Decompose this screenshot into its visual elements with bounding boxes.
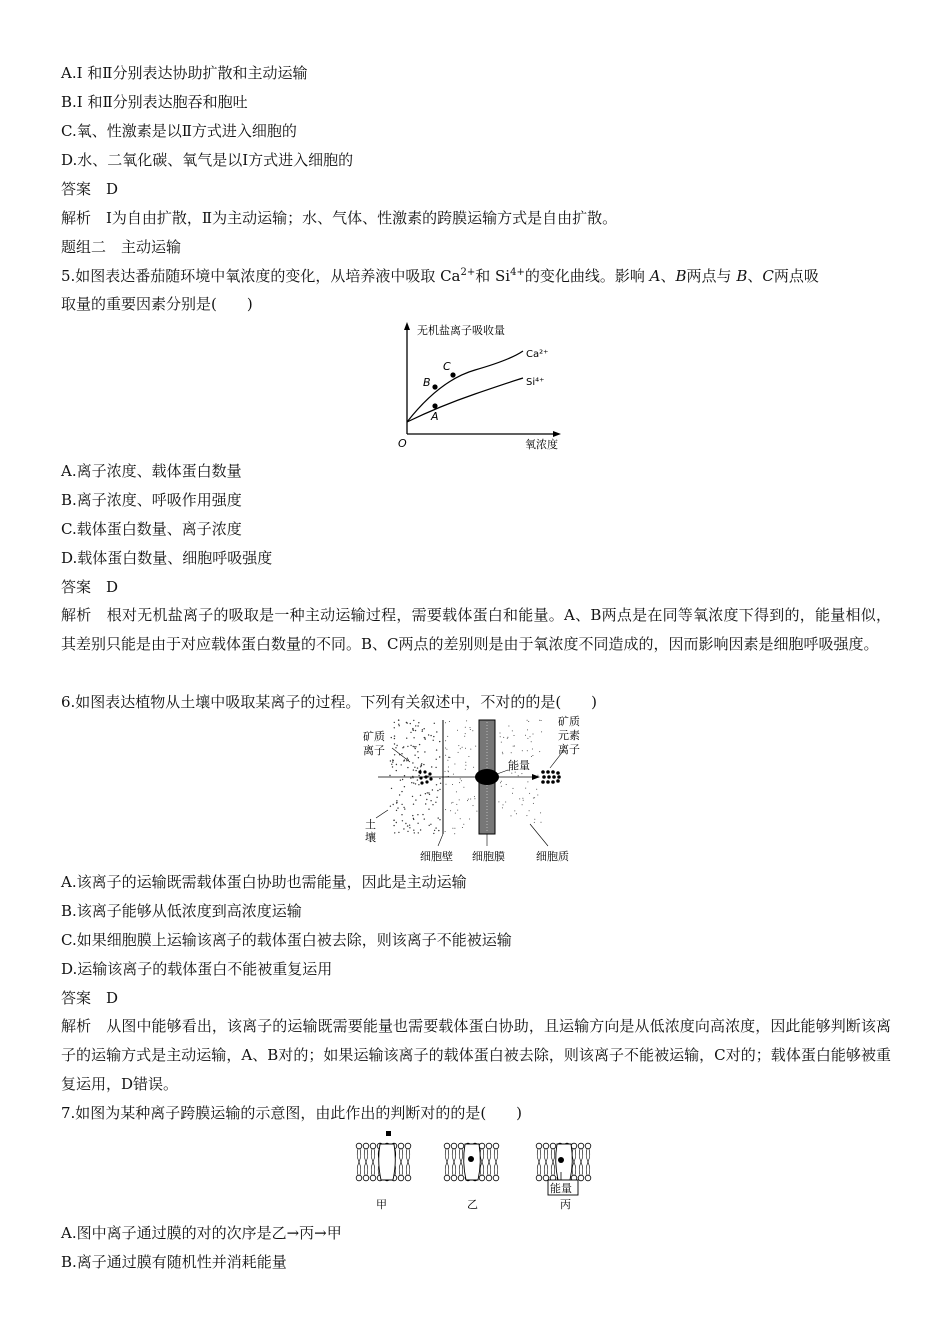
label-cell-wall: 细胞壁 [420,850,453,863]
origin-label: O [398,437,407,450]
q4-option-a: A.Ⅰ 和Ⅱ分别表达协助扩散和主动运输 [61,64,308,82]
q7-option-b: B.离子通过膜有随机性并消耗能量 [61,1253,287,1271]
point-b-dot [432,384,437,389]
label-soil-1: 土 [365,818,376,831]
si-curve-label: Si⁴⁺ [526,377,545,388]
membrane-yi [444,1143,499,1181]
x-axis-label: 氧浓度 [525,438,558,451]
q4-answer: 答案 D [61,180,119,198]
q6-option-b: B.该离子能够从低浓度到高浓度运输 [61,902,302,920]
q5-analysis: 解析 根对无机盐离子的吸取是一种主动运输过程，需要载体蛋白和能量。A、B两点是在同等氧浓度下得到的，能量相似，其差别只能是由于对应载体蛋白数量的不同。B、C两点的差别则是由于氧浓度不同造成的，因而影响因素是细胞呼吸强度。 [61,606,891,653]
label-jia: 甲 [376,1198,387,1211]
q5-absorption-graph [395,318,570,454]
point-a-label: A [431,410,439,423]
point-b-label: B [423,376,431,389]
membrane-jia [356,1143,411,1181]
label-bing: 丙 [560,1198,571,1211]
q6-ion-uptake-figure [360,714,590,864]
q6-analysis: 解析 从图中能够看出，该离子的运输既需要能量也需要载体蛋白协助，且运输方向是从低浓度向高浓度，因此能够判断该离子的运输方式是主动运输，A、B对的；如果运输该离子的载体蛋白被去除，则该离子不能被运输，C对的；载体蛋白能够被重复运用，D错误。 [61,1017,891,1093]
q4-option-b: B.Ⅰ 和Ⅱ分别表达胞吞和胞吐 [61,93,248,111]
label-element-1: 矿质 [558,715,580,728]
q5-option-d: D.载体蛋白数量、细胞呼吸强度 [61,549,273,567]
label-cell-membrane: 细胞膜 [472,850,505,863]
membrane-bing [536,1143,591,1181]
label-soil-2: 壤 [365,831,376,844]
ion-yi [468,1156,474,1162]
label-mineral-ion-2: 离子 [363,744,385,757]
label-yi: 乙 [467,1198,478,1211]
label-energy-q7: 能量 [550,1182,572,1195]
label-element-2: 元素 [558,729,580,742]
label-energy: 能量 [508,759,530,772]
q6-option-c: C.如果细胞膜上运输该离子的载体蛋白被去除，则该离子不能被运输 [61,931,512,949]
q6-option-a: A.该离子的运输既需载体蛋白协助也需能量，因此是主动运输 [61,873,467,891]
label-mineral-ion-1: 矿质 [363,730,385,743]
q4-option-d: D.水、二氧化碳、氧气是以Ⅰ方式进入细胞的 [61,151,354,169]
group2-title: 题组二 主动运输 [61,238,182,256]
label-cytoplasm: 细胞质 [536,850,569,863]
q5-stem-line1: 5.如图表达番茄随环境中氧浓度的变化，从培养液中吸取 $Ca^{2+}$和 $Si^{4+}$的变化曲线。影响 A、B两点与 B、C两点吸 [61,267,819,285]
point-c-dot [450,372,455,377]
q4-option-c: C.氧、性激素是以Ⅱ方式进入细胞的 [61,122,297,140]
q7-membrane-diagram [350,1128,600,1214]
ca-curve-label: Ca²⁺ [526,349,549,360]
q7-option-a: A.图中离子通过膜的对的次序是乙→丙→甲 [61,1224,342,1242]
q5-option-a: A.离子浓度、载体蛋白数量 [61,462,242,480]
ion-bing [558,1157,564,1163]
point-a-dot [432,403,437,408]
ion-jia [386,1131,391,1136]
q5-answer: 答案 D [61,578,119,596]
point-c-label: C [443,360,451,373]
q6-answer: 答案 D [61,989,119,1007]
q5-option-c: C.载体蛋白数量、离子浓度 [61,520,242,538]
y-axis-label: 无机盐离子吸收量 [417,324,505,337]
ion-cluster-inside [541,770,561,784]
q4-analysis: 解析 Ⅰ为自由扩散，Ⅱ为主动运输；水、气体、性激素的跨膜运输方式是自由扩散。 [61,209,618,227]
q5-stem-line2: 取量的重要因素分别是( ) [61,295,253,313]
q6-stem: 6.如图表达植物从土壤中吸取某离子的过程。下列有关叙述中，不对的的是( ) [61,693,598,711]
carrier-protein [475,769,499,785]
q6-option-d: D.运输该离子的载体蛋白不能被重复运用 [61,960,333,978]
ion-cluster-soil [418,770,432,784]
q7-stem: 7.如图为某种离子跨膜运输的示意图，由此作出的判断对的的是( ) [61,1104,523,1122]
q5-option-b: B.离子浓度、呼吸作用强度 [61,491,242,509]
label-element-3: 离子 [558,743,580,756]
